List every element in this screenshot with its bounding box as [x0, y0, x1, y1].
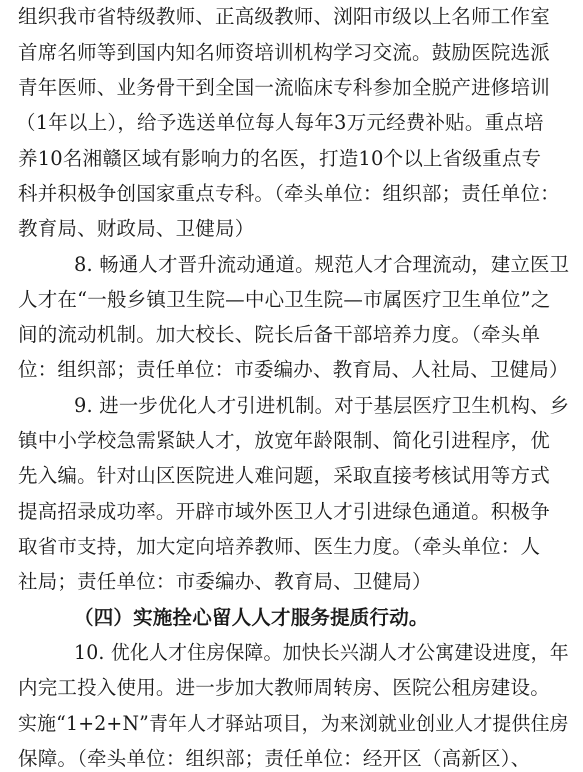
item-8-title-line: 8. 畅通人才晋升流动通道。规范人才合理流动，建立医卫: [74, 253, 570, 276]
body-text-line: 青年医师、业务骨干到全国一流临床专科参加全脱产进修培训: [18, 76, 550, 99]
body-text-line: （1年以上），给予选送单位每人每年3万元经费补贴。重点培: [16, 111, 544, 134]
item-10-title-line: 10. 优化人才住房保障。加快长兴湖人才公寓建设进度，年: [74, 641, 569, 664]
body-text-line: 首席名师等到国内知名师资培训机构学习交流。鼓励医院选派: [18, 41, 550, 64]
body-text-line: 科并积极争创国家重点专科。（牵头单位：组织部；责任单位：: [18, 182, 560, 205]
body-text-line: 提高招录成功率。开辟市域外医卫人才引进绿色通道。积极争: [18, 500, 550, 523]
body-text-line: 先入编。针对山区医院进人难问题，采取直接考核试用等方式: [18, 464, 550, 487]
body-text-line: 镇中小学校急需紧缺人才，放宽年龄限制、简化引进程序，优: [18, 429, 550, 452]
body-text-line: 位：组织部；责任单位：市委编办、教育局、人社局、卫健局）: [18, 358, 569, 381]
section-heading: （四）实施拴心留人人才服务提质行动。: [74, 606, 429, 629]
body-text-line: 人才在“一般乡镇卫生院—中心卫生院—市属医疗卫生单位”之: [18, 288, 551, 311]
body-text-line: 实施“1+2+N”青年人才驿站项目，为来浏就业创业人才提供住房: [18, 712, 569, 735]
body-text-line: 间的流动机制。加大校长、院长后备干部培养力度。（牵头单: [18, 323, 541, 346]
body-text-line: 内完工投入使用。进一步加大教师周转房、医院公租房建设。: [18, 676, 550, 699]
body-text-line: 组织我市省特级教师、正高级教师、浏阳市级以上名师工作室: [18, 5, 550, 28]
body-text-line: 社局；责任单位：市委编办、教育局、卫健局）: [18, 570, 432, 593]
body-text-line: 保障。（牵头单位：组织部；责任单位：经开区（高新区）、: [18, 747, 531, 770]
item-9-title-line: 9. 进一步优化人才引进机制。对于基层医疗卫生机构、乡: [74, 394, 570, 417]
body-text-line: 教育局、财政局、卫健局）: [18, 217, 255, 240]
body-text-line: 养10名湘赣区域有影响力的名医，打造10个以上省级重点专: [18, 147, 542, 170]
body-text-line: 取省市支持，加大定向培养教师、医生力度。（牵头单位：人: [18, 535, 541, 558]
